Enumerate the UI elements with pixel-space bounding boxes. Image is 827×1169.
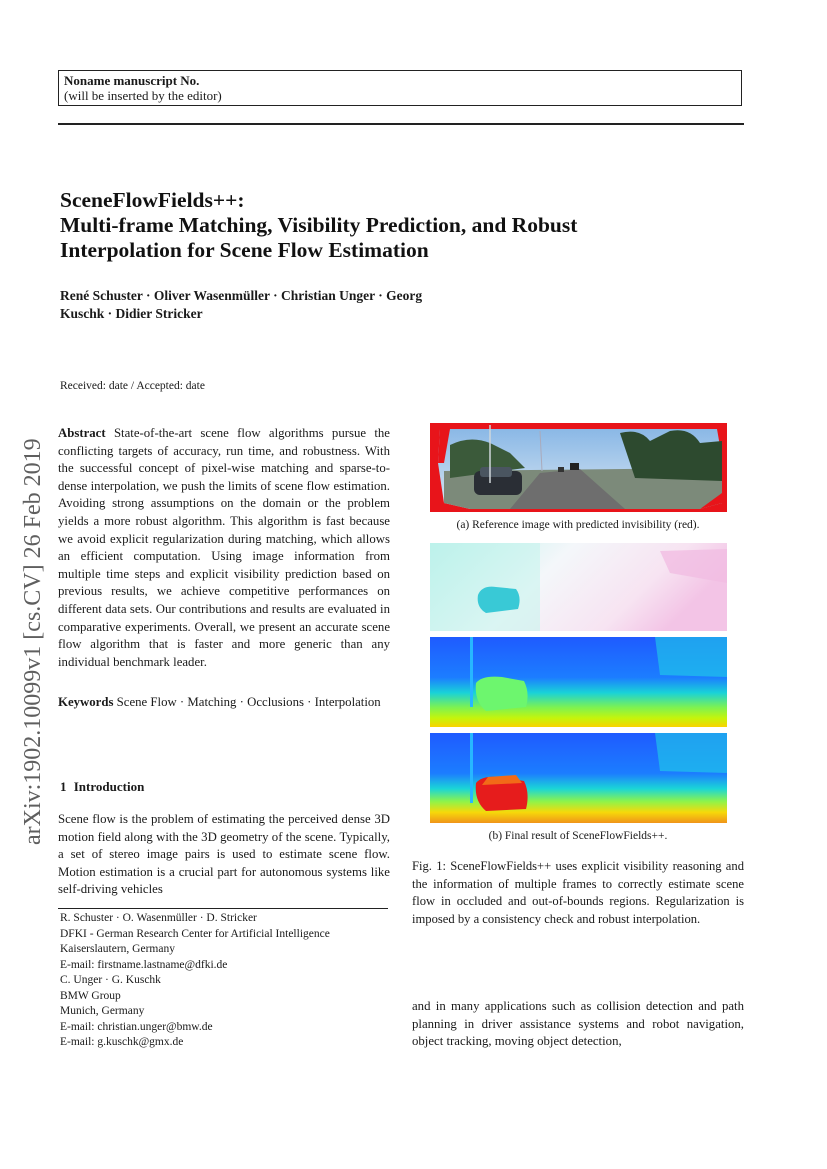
affil-2-line: E-mail: g.kuschk@gmx.de	[60, 1036, 184, 1049]
affil-1-line: R. Schuster · O. Wasenmüller · D. Stricker	[60, 912, 257, 924]
affiliation-dfki	[60, 911, 390, 973]
figure-caption: Fig. 1: SceneFlowFields++ uses explicit visibility reasoning and the information of multiple frames to correctly estimate scene flow in occluded and out-of-bounds regions. Regularization is imposed by a consistency check and robust interpolation.	[412, 859, 744, 926]
section-number: 1	[60, 779, 67, 794]
editor-note: (will be inserted by the editor)	[64, 88, 222, 103]
abstract	[58, 425, 390, 671]
affil-1-line: Kaiserslautern, Germany	[60, 943, 175, 956]
arxiv-stamp: arXiv:1902.10099v1 [cs.CV] 26 Feb 2019	[20, 438, 46, 845]
author-list	[60, 287, 560, 323]
header-rule	[58, 123, 744, 125]
affil-2-line: BMW Group	[60, 989, 121, 1002]
authors-line-2: Kuschk · Didier Stricker	[60, 306, 203, 321]
intro-continuation: and in many applications such as collision detection and path planning in driver assistance systems and robot navigation, object tracking, moving object detection,	[412, 999, 744, 1049]
affiliation-bmw	[60, 973, 390, 1051]
authors-line-1: René Schuster · Oliver Wasenmüller · Christian Unger · Georg	[60, 288, 423, 303]
affil-1-line: DFKI - German Research Center for Artificial Intelligence	[60, 927, 330, 940]
figure-flow-visualization	[430, 543, 727, 631]
keywords-text: Scene Flow · Matching · Occlusions · Interpolation	[116, 695, 381, 709]
section-title: Introduction	[73, 779, 145, 794]
title-line-2: Multi-frame Matching, Visibility Prediction, and Robust	[60, 213, 578, 237]
footnote-rule	[58, 908, 388, 909]
manuscript-box	[58, 70, 742, 106]
abstract-text: State-of-the-art scene flow algorithms pursue the conflicting targets of accuracy, run time, and robustness. With the successful concept of pixel-wise matching and sparse-to-dense interpolation, we push the limits of scene flow estimation. Avoiding strong assumptions on the domain or the problem yields a more robust algorithm. This algorithm is fast because we avoid explicit regularization during matching, which allows an efficient computation. Using image information from multiple time steps and explicit visibility prediction based on previous results, we achieve competitive performances on different data sets. Our contributions and results are evaluated in comparative experiments. Overall, we present an accurate scene flow algorithm that is faster and more generic than any individual benchmark leader.	[58, 426, 390, 669]
paper-title	[60, 188, 740, 263]
section-heading	[60, 779, 144, 795]
subcaption-a: (a) Reference image with predicted invisibility (red).	[456, 519, 700, 531]
intro-paragraph: Scene flow is the problem of estimating the perceived dense 3D motion field along with the 3D geometry of the scene. Typically, a set of stereo image pairs is used to estimate scene flow. Motion estimation is a crucial part for autonomous systems like self-driving vehicles	[58, 812, 390, 897]
abstract-label: Abstract	[58, 426, 106, 440]
figure-disparity-map	[430, 637, 727, 727]
affil-2-line: E-mail: christian.unger@bmw.de	[60, 1020, 213, 1033]
title-line-1: SceneFlowFields++:	[60, 188, 245, 212]
title-line-3: Interpolation for Scene Flow Estimation	[60, 238, 429, 262]
figure-scene-flow-result	[430, 733, 727, 823]
subcaption-b: (b) Final result of SceneFlowFields++.	[488, 830, 668, 842]
affil-2-line: C. Unger · G. Kuschk	[60, 974, 161, 986]
keywords-label: Keywords	[58, 695, 114, 709]
figure-reference-image	[430, 423, 727, 512]
keywords	[58, 694, 390, 712]
manuscript-number: Noname manuscript No.	[64, 73, 200, 88]
affil-1-line: E-mail: firstname.lastname@dfki.de	[60, 958, 228, 971]
affil-2-line: Munich, Germany	[60, 1005, 145, 1018]
received-date: Received: date / Accepted: date	[60, 380, 205, 392]
